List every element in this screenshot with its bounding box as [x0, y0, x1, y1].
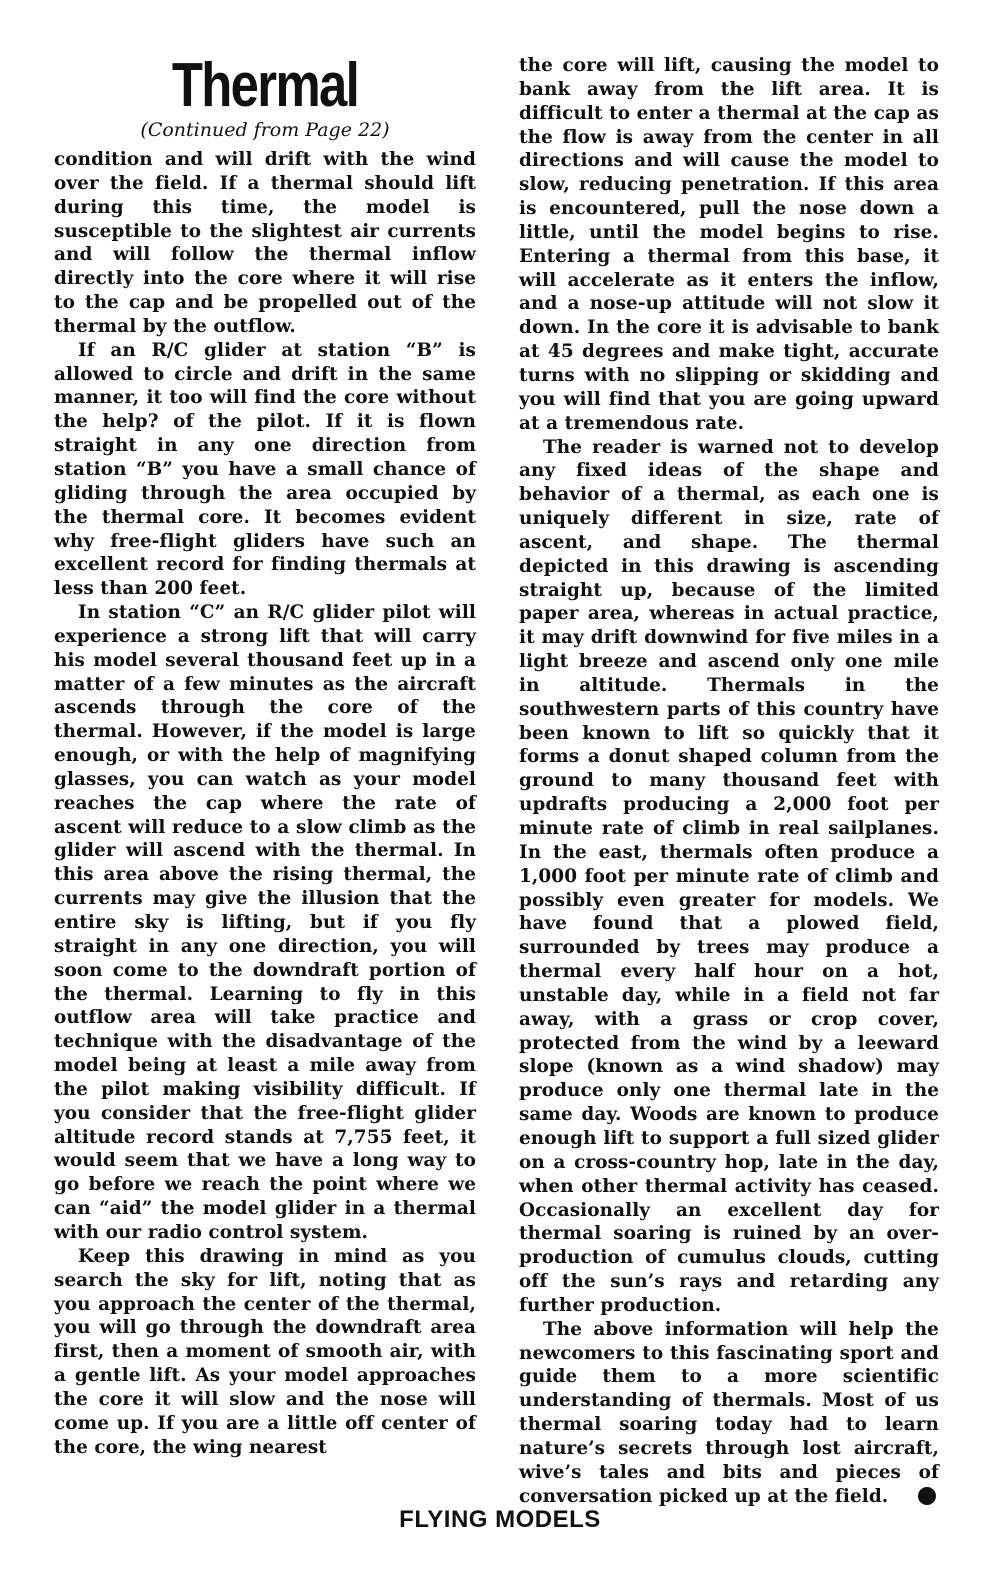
body-paragraph: condition and will drift with the wind over the field. If a thermal should lift during this time, the model is susceptible to the slightest air currents and will follow the thermal inflow directly into the core where it will rise to the cap and be propelled out of the thermal by the outflow.	[54, 149, 476, 337]
continuation-note: (Continued from Page 22)	[140, 119, 390, 141]
body-paragraph: If an R/C glider at station “B” is allowed to circle and drift in the same manner, it too will find the core without the help? of the pilot. If it is flown straight in any one direction from station “B” you have a small chance of gliding through the area occupied by the thermal core. It becomes evident why free-flight gliders have such an excellent record for finding thermals at less than 200 feet.	[54, 339, 476, 600]
body-paragraph: In station “C” an R/C glider pilot will experience a strong lift that will carry his model several thousand feet up in a matter of a few minutes as the aircraft ascends through the core of the thermal. However, if the model is large enough, or with the help of magnifying glasses, you can watch as your model reaches the cap where the rate of ascent will reduce to a slow climb as the glider will ascend with the thermal. In this area above the rising thermal, the currents may give the illusion that the entire sky is lifting, but if you fly straight in any one direction, you will soon come to the downdraft portion of the thermal. Learning to fly in this outflow area will take practice and technique with the disadvantage of the model being at least a mile away from the pilot making visibility difficult. If you consider that the free-flight glider altitude record stands at 7,755 feet, it would seem that we have a long way to go before we reach the point where we can “aid” the model glider in a thermal with our radio control system.	[54, 602, 476, 1243]
body-paragraph: Keep this drawing in mind as you search the sky for lift, noting that as you approach the center of the thermal, you will go through the downdraft area first, then a moment of smooth air, with a gentle lift. As your model approaches the core it will slow and the nose will come up. If you are a little off center of the core, the wing nearest	[54, 1245, 476, 1458]
end-of-article-bullet-icon	[918, 1487, 936, 1505]
closing-paragraph-text: The above information will help the newcomers to this fascinating sport and guide them to a more scientific understanding of thermals. Most of us thermal soaring today had to learn nature’s secrets through lost aircraft, wive’s tales and bits and pieces of conversation picked up at the field.	[519, 1318, 939, 1507]
left-column	[54, 51, 476, 1459]
article-title: Thermal	[171, 51, 359, 120]
right-column	[519, 54, 939, 1508]
publication-footer: FLYING MODELS	[399, 1506, 601, 1533]
closing-paragraph	[519, 1318, 939, 1509]
body-paragraph: the core will lift, causing the model to bank away from the lift area. It is difficult to enter a thermal at the cap as the flow is away from the center in all directions and will cause the model to slow, reducing penetration. If this area is encountered, pull the nose down a little, until the model begins to rise. Entering a thermal from this base, it will accelerate as it enters the inflow, and a nose-up attitude will not slow it down. In the core it is advisable to bank at 45 degrees and make tight, accurate turns with no slipping or skidding and you will find that you are going upward at a tremendous rate.	[519, 55, 939, 434]
body-paragraph: The reader is warned not to develop any fixed ideas of the shape and behavior of a thermal, as each one is uniquely different in size, rate of ascent, and shape. The thermal depicted in this drawing is ascending straight up, because of the limited paper area, whereas in actual practice, it may drift downwind for five miles in a light breeze and ascend only one mile in altitude. Thermals in the southwestern parts of this country have been known to lift so quickly that it forms a donut shaped column from the ground to many thousand feet with updrafts producing a 2,000 foot per minute rate of climb in real sailplanes. In the east, thermals often produce a 1,000 foot per minute rate of climb and possibly even greater for models. We have found that a plowed field, surrounded by trees may produce a thermal every half hour on a hot, unstable day, while in a field not far away, with a grass or crop cover, protected from the wind by a leeward slope (known as a wind shadow) may produce only one thermal late in the same day. Woods are known to produce enough lift to support a full sized glider on a cross-country hop, late in the day, when other thermal activity has ceased. Occasionally an excellent day for thermal soaring is ruined by an over-production of cumulus clouds, cutting off the sun’s rays and retarding any further production.	[519, 436, 939, 1316]
